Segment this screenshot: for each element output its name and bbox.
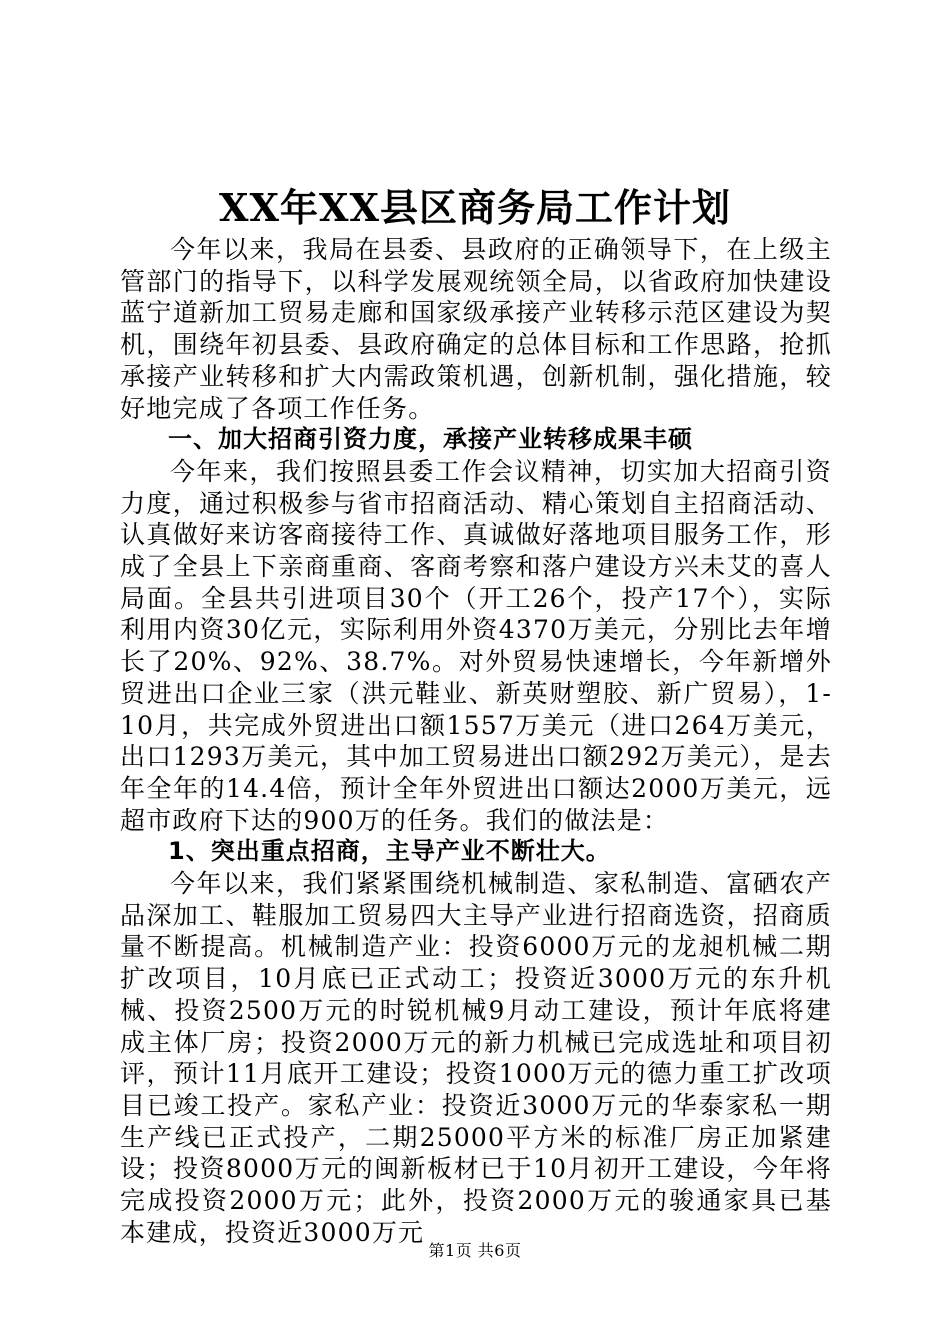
section-1-heading: 一、加大招商引资力度，承接产业转移成果丰硕 [168, 425, 693, 454]
document-title: XX年XX县区商务局工作计划 [219, 185, 731, 230]
document-body [120, 234, 832, 1249]
section-1-paragraph: 今年来，我们按照县委工作会议精神，切实加大招商引资力度，通过积极参与省市招商活动、精心策划自主招商活动、认真做好来访客商接待工作、真诚做好落地项目服务工作，形成了全县上下亲商重商、客商考察和落户建设方兴未艾的喜人局面。全县共引进项目30个（开工26个，投产17个），实际利用内资30亿元，实际利用外资4370万美元，分别比去年增长了20%、92%、38.7%。对外贸易快速增长，今年新增外贸进出口企业三家（洪元鞋业、新英财塑胶、新广贸易），1-10月，共完成外贸进出口额1557万美元（进口264万美元，出口1293万美元，其中加工贸易进出口额292万美元），是去年全年的14.4倍，预计全年外贸进出口额达2000万美元，远超市政府下达的900万的任务。我们的做法是： [120, 456, 832, 835]
subsection-1-paragraph: 今年以来，我们紧紧围绕机械制造、家私制造、富硒农产品深加工、鞋服加工贸易四大主导产业进行招商选资，招商质量不断提高。机械制造产业：投资6000万元的龙昶机械二期扩改项目，10月底已正式动工；投资近3000万元的东升机械、投资2500万元的时锐机械9月动工建设，预计年底将建成主体厂房；投资2000万元的新力机械已完成选址和项目初评，预计11月底开工建设；投资1000万元的德力重工扩改项目已竣工投产。家私产业：投资近3000万元的华泰家私一期生产线已正式投产，二期25000平方米的标准厂房正加紧建设；投资8000万元的闽新板材已于10月初开工建设，今年将完成投资2000万元；此外，投资2000万元的骏通家具已基本建成，投资近3000万元 [120, 869, 832, 1247]
page-footer: 第1页 共6页 [428, 1241, 522, 1260]
intro-paragraph: 今年以来，我局在县委、县政府的正确领导下，在上级主管部门的指导下，以科学发展观统领全局，以省政府加快建设蓝宁道新加工贸易走廊和国家级承接产业转移示范区建设为契机，围绕年初县委、县政府确定的总体目标和工作思路，抢抓承接产业转移和扩大内需政策机遇，创新机制，强化措施，较好地完成了各项工作任务。 [120, 235, 832, 423]
subsection-1-heading: 1、突出重点招商，主导产业不断壮大。 [168, 837, 611, 866]
